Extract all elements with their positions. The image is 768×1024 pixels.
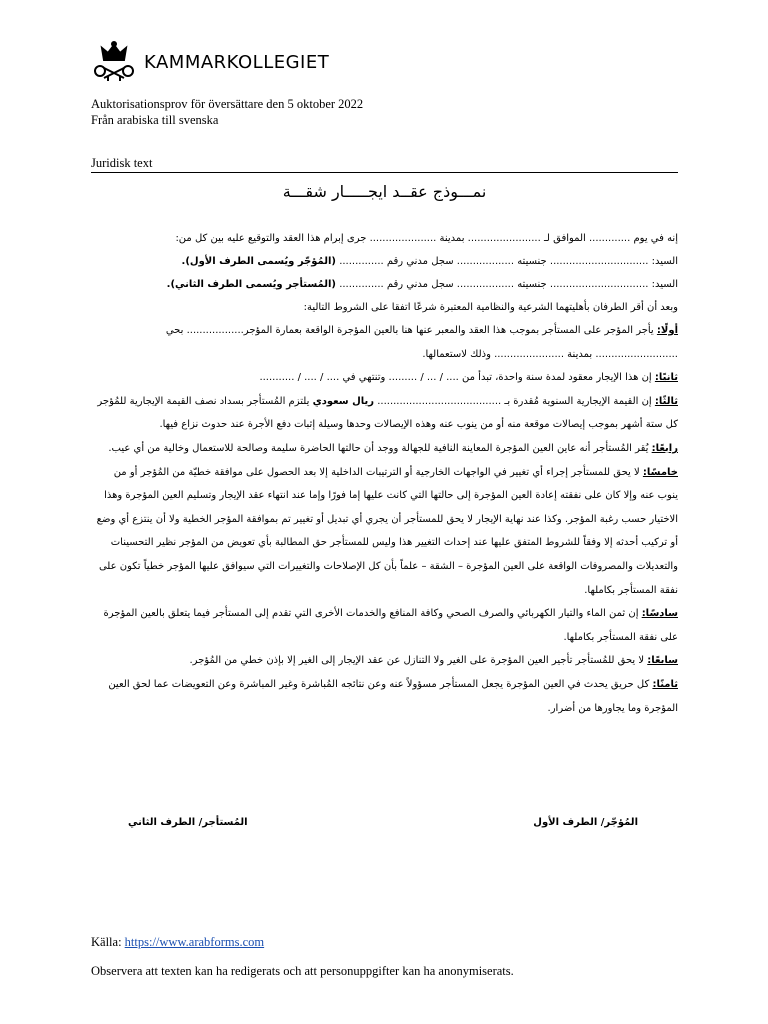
clause-7-text: لا يحق للمُستأجر تأجير العين المؤجرة على الغير ولا التنازل عن عقد الإيجار إلى الغير إلا بإذن خطي من المُؤجر. <box>189 655 645 667</box>
agreement-preamble: وبعد أن أقر الطرفان بأهليتهما الشرعية والنظامية المعتبرة شرعًا اتفقا على الشروط التالية: <box>303 302 678 313</box>
clause-1-label: أولًا: <box>656 325 678 336</box>
party-first-text: السيد: ............................... جنسيته .................. سجل مدني رقم .............. <box>339 256 678 267</box>
signature-second-party: المُستأجر/ الطرف الثاني <box>128 817 248 828</box>
source-label: Källa: <box>91 935 125 949</box>
clause-3-label: ثالثًا: <box>654 395 678 407</box>
clause-7 <box>91 649 678 673</box>
clause-8 <box>91 673 678 720</box>
kammarkollegiet-logo <box>90 40 329 84</box>
clause-7-label: سابعًا: <box>647 655 678 667</box>
logo-wordmark: KAMMARKOLLEGIET <box>144 51 330 73</box>
editing-notice: Observera att texten kan ha redigerats och att personuppgifter kan ha anonymiserats. <box>91 964 514 978</box>
clause-3-text-b: يلتزم المُستأجر بسداد نصف القيمة الإيجارية للمُؤجر كل ستة أشهر بموجب إيصالات موقعة منه أو من ينوب عنه وهذه الإيصالات وحدها وسيلة إثبات دفع الأجرة عند حدوث نزاع فيها. <box>97 395 678 431</box>
clause-4-label: رابعًا: <box>651 442 678 454</box>
clause-6 <box>91 602 678 649</box>
section-label: Juridisk text <box>91 156 153 170</box>
signature-first-party: المُؤجّر/ الطرف الأول <box>533 817 638 828</box>
clause-6-label: سادسًا: <box>641 608 678 620</box>
clause-1-text: يأجر المؤجر على المستأجر بموجب هذا العقد والمعبر عنها هنا بالعين المؤجرة الواقعة بعمارة المؤجر.................. بحي .......................... بمدينة ...................... وذلك لاستعمالها. <box>165 325 678 360</box>
source-line <box>91 935 264 950</box>
party-second-role: (المُستأجر ويُسمى الطرف الثاني). <box>166 279 336 290</box>
clause-5 <box>91 461 678 603</box>
party-second <box>91 273 678 296</box>
source-link[interactable]: https://www.arabforms.com <box>124 935 265 949</box>
clause-1 <box>91 319 678 366</box>
clause-4 <box>91 437 678 461</box>
clause-2 <box>91 366 678 390</box>
signature-labels <box>128 817 638 828</box>
clause-4-text: يُقر المُستأجر أنه عاين العين المؤجرة المعاينة النافية للجهالة ووجد أن حالتها الحاضرة سليمة وصالحة للاستعمال وخالية من أي عيب. <box>108 442 649 454</box>
clause-8-label: ثامنًا: <box>652 678 678 690</box>
clause-2-text: إن هذا الإيجار معقود لمدة سنة واحدة، تبدأ من .... / ... / ......... وتنتهي في .... / .... / ........... <box>259 372 652 384</box>
clause-5-label: خامسًا: <box>642 466 678 478</box>
exam-title: Auktorisationsprov för översättare den 5 oktober 2022 <box>91 97 364 111</box>
party-first-role: (المُؤجّر ويُسمى الطرف الأول). <box>181 256 336 267</box>
crown-keys-icon <box>90 40 138 84</box>
contract-body <box>91 182 678 720</box>
party-second-text: السيد: ............................... جنسيته .................. سجل مدني رقم .............. <box>339 279 678 290</box>
language-pair: Från arabiska till svenska <box>91 113 219 127</box>
contract-title: نمـــوذج عقــد ايجـــــار شقـــة <box>282 182 487 201</box>
clause-3 <box>91 390 678 437</box>
clause-6-text: إن ثمن الماء والتيار الكهربائي والصرف الصحي وكافة المنافع والخدمات الأخرى التي تقدم إلى المستأجر فيما يتعلق بالعين المؤجرة على نفقة المستأجر بكاملها. <box>103 608 678 643</box>
clause-3-currency: ريال سعودي <box>312 395 375 407</box>
clause-8-text: كل حريق يحدث في العين المؤجرة يجعل المستأجر مسؤولاً عنه وعن نتائجه المُباشرة وغير المباشرة وعن التعويضات عما لحق العين المؤجرة وما يجاورها من أضرار. <box>108 678 678 714</box>
header-divider <box>91 172 678 173</box>
clause-5-text: لا يحق للمستأجر إجراء أي تغيير في الواجهات الخارجية أو الترتيبات الداخلية إلا بعد الحصول على موافقة خطيّة من المُؤجر أو من ينوب عنه وإلا كان على نفقته إعادة العين المؤجرة إلى حالتها التي كانت عليها إما فورًا وإما عند انتهاء عقد الإيجار وتسليم العين المؤجرة وهذا الاختيار حسب رغبة المؤجر. وكذا عند نهاية الإيجار لا يحق للمستأجر أن يجري أي تبديل أو تغيير تم بموافقة المؤجر الخطية ولا أن ينتزع أي وضع أو تركيب أحدثه إلا وفقاً للشروط المتفق عليها عند إحداث التغيير هذا وليس للمستأجر حق المطالبة بأي تعويض من المؤجر نظير التحسينات والتعديلات والمصروفات الواقعة على العين المؤجرة – الشقة – علماً بأن كل الإصلاحات والتغييرات التي سيوافق عليها المؤجر خطياً تكون على نفقة المستأجر بكاملها. <box>96 466 678 596</box>
party-first <box>91 250 678 273</box>
intro-paragraph: إنه في يوم ............. الموافق لـ ....................... بمدينة ..................... جرى إبرام هذا العقد والتوقيع عليه بين كل من: <box>175 233 678 244</box>
clause-3-text-a: إن القيمة الإيجارية السنوية مُقدرة بـ ....................................... <box>377 395 652 407</box>
clause-2-label: ثانيًا: <box>654 372 678 384</box>
